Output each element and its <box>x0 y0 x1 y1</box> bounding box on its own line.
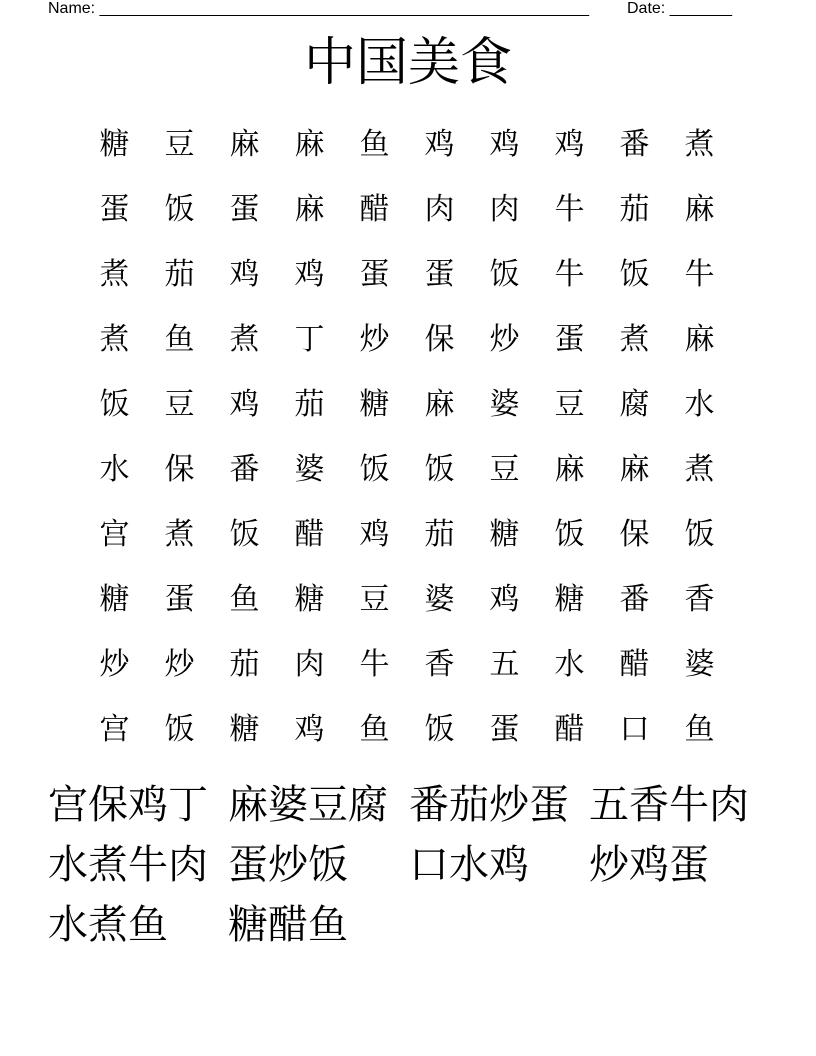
grid-cell: 饭 <box>229 517 260 552</box>
grid-cell: 茄 <box>294 387 325 422</box>
grid-cell: 保 <box>619 517 650 552</box>
grid-cell: 炒 <box>359 322 390 357</box>
grid-cell: 蛋 <box>554 322 585 357</box>
grid-cell: 茄 <box>619 192 650 227</box>
grid-cell: 保 <box>164 452 195 487</box>
grid-cell: 炒 <box>99 647 130 682</box>
word-list-item: 宫保鸡丁 <box>48 782 208 828</box>
word-list-item: 糖醋鱼 <box>228 902 348 948</box>
word-list-item: 番茄炒蛋 <box>409 782 569 828</box>
grid-cell: 鱼 <box>229 582 260 617</box>
grid-cell: 炒 <box>164 647 195 682</box>
grid-cell: 豆 <box>554 387 585 422</box>
grid-cell: 香 <box>424 647 455 682</box>
grid-cell: 番 <box>229 452 260 487</box>
grid-cell: 牛 <box>554 192 585 227</box>
grid-cell: 饭 <box>164 192 195 227</box>
grid-cell: 糖 <box>489 517 520 552</box>
word-list-item: 蛋炒饭 <box>228 842 348 888</box>
grid-cell: 麻 <box>619 452 650 487</box>
grid-cell: 鱼 <box>359 127 390 162</box>
grid-cell: 醋 <box>554 712 585 747</box>
word-search-grid <box>82 112 732 762</box>
grid-cell: 茄 <box>164 257 195 292</box>
grid-cell: 牛 <box>359 647 390 682</box>
grid-cell: 糖 <box>99 582 130 617</box>
grid-cell: 饭 <box>99 387 130 422</box>
grid-cell: 饭 <box>424 712 455 747</box>
grid-cell: 饭 <box>489 257 520 292</box>
grid-cell: 蛋 <box>424 257 455 292</box>
word-list-item: 麻婆豆腐 <box>228 782 388 828</box>
grid-cell: 宫 <box>99 712 130 747</box>
grid-cell: 麻 <box>229 127 260 162</box>
grid-cell: 蛋 <box>359 257 390 292</box>
grid-cell: 鸡 <box>294 712 325 747</box>
grid-cell: 水 <box>554 647 585 682</box>
grid-cell: 番 <box>619 582 650 617</box>
grid-cell: 蛋 <box>99 192 130 227</box>
grid-cell: 豆 <box>164 387 195 422</box>
grid-cell: 腐 <box>619 387 650 422</box>
grid-cell: 饭 <box>619 257 650 292</box>
grid-cell: 宫 <box>99 517 130 552</box>
grid-cell: 鸡 <box>229 257 260 292</box>
grid-cell: 肉 <box>294 647 325 682</box>
grid-cell: 蛋 <box>164 582 195 617</box>
grid-cell: 鱼 <box>164 322 195 357</box>
grid-cell: 麻 <box>294 127 325 162</box>
grid-cell: 鱼 <box>684 712 715 747</box>
grid-cell: 香 <box>684 582 715 617</box>
grid-cell: 牛 <box>554 257 585 292</box>
grid-cell: 鸡 <box>489 127 520 162</box>
grid-cell: 蛋 <box>229 192 260 227</box>
word-list-item: 炒鸡蛋 <box>589 842 709 888</box>
grid-cell: 煮 <box>99 322 130 357</box>
grid-cell: 糖 <box>554 582 585 617</box>
grid-cell: 炒 <box>489 322 520 357</box>
grid-cell: 糖 <box>359 387 390 422</box>
word-list-item: 五香牛肉 <box>589 782 749 828</box>
grid-cell: 茄 <box>424 517 455 552</box>
grid-cell: 口 <box>619 712 650 747</box>
grid-cell: 水 <box>684 387 715 422</box>
grid-cell: 麻 <box>294 192 325 227</box>
grid-cell: 煮 <box>684 127 715 162</box>
grid-cell: 糖 <box>99 127 130 162</box>
grid-cell: 麻 <box>684 322 715 357</box>
grid-cell: 鸡 <box>424 127 455 162</box>
grid-cell: 五 <box>489 647 520 682</box>
word-list <box>48 775 808 955</box>
grid-cell: 婆 <box>489 387 520 422</box>
grid-cell: 麻 <box>424 387 455 422</box>
word-list-item: 水煮鱼 <box>48 902 168 948</box>
grid-cell: 醋 <box>619 647 650 682</box>
page-title: 中国美食 <box>303 33 512 93</box>
grid-cell: 煮 <box>684 452 715 487</box>
grid-cell: 饭 <box>164 712 195 747</box>
grid-cell: 煮 <box>99 257 130 292</box>
grid-cell: 豆 <box>489 452 520 487</box>
grid-cell: 醋 <box>294 517 325 552</box>
grid-cell: 煮 <box>619 322 650 357</box>
grid-cell: 鸡 <box>359 517 390 552</box>
grid-cell: 肉 <box>489 192 520 227</box>
word-list-item: 口水鸡 <box>409 842 529 888</box>
grid-cell: 饭 <box>424 452 455 487</box>
grid-cell: 婆 <box>424 582 455 617</box>
grid-cell: 蛋 <box>489 712 520 747</box>
grid-cell: 饭 <box>359 452 390 487</box>
grid-cell: 鸡 <box>489 582 520 617</box>
grid-cell: 糖 <box>229 712 260 747</box>
grid-cell: 煮 <box>164 517 195 552</box>
grid-cell: 鸡 <box>229 387 260 422</box>
grid-cell: 牛 <box>684 257 715 292</box>
grid-cell: 婆 <box>294 452 325 487</box>
grid-cell: 醋 <box>359 192 390 227</box>
grid-cell: 饭 <box>554 517 585 552</box>
grid-cell: 肉 <box>424 192 455 227</box>
grid-cell: 丁 <box>294 322 325 357</box>
grid-cell: 鸡 <box>294 257 325 292</box>
grid-cell: 豆 <box>164 127 195 162</box>
grid-cell: 水 <box>99 452 130 487</box>
grid-cell: 麻 <box>554 452 585 487</box>
grid-cell: 番 <box>619 127 650 162</box>
grid-cell: 糖 <box>294 582 325 617</box>
grid-cell: 煮 <box>229 322 260 357</box>
grid-cell: 婆 <box>684 647 715 682</box>
grid-cell: 饭 <box>684 517 715 552</box>
grid-cell: 鸡 <box>554 127 585 162</box>
grid-cell: 茄 <box>229 647 260 682</box>
grid-cell: 鱼 <box>359 712 390 747</box>
grid-cell: 麻 <box>684 192 715 227</box>
word-list-item: 水煮牛肉 <box>48 842 208 888</box>
date-field-line: Date: _______ <box>627 0 732 17</box>
grid-cell: 保 <box>424 322 455 357</box>
name-field-line: Name: _______________________________________________________ <box>48 0 589 17</box>
grid-cell: 豆 <box>359 582 390 617</box>
